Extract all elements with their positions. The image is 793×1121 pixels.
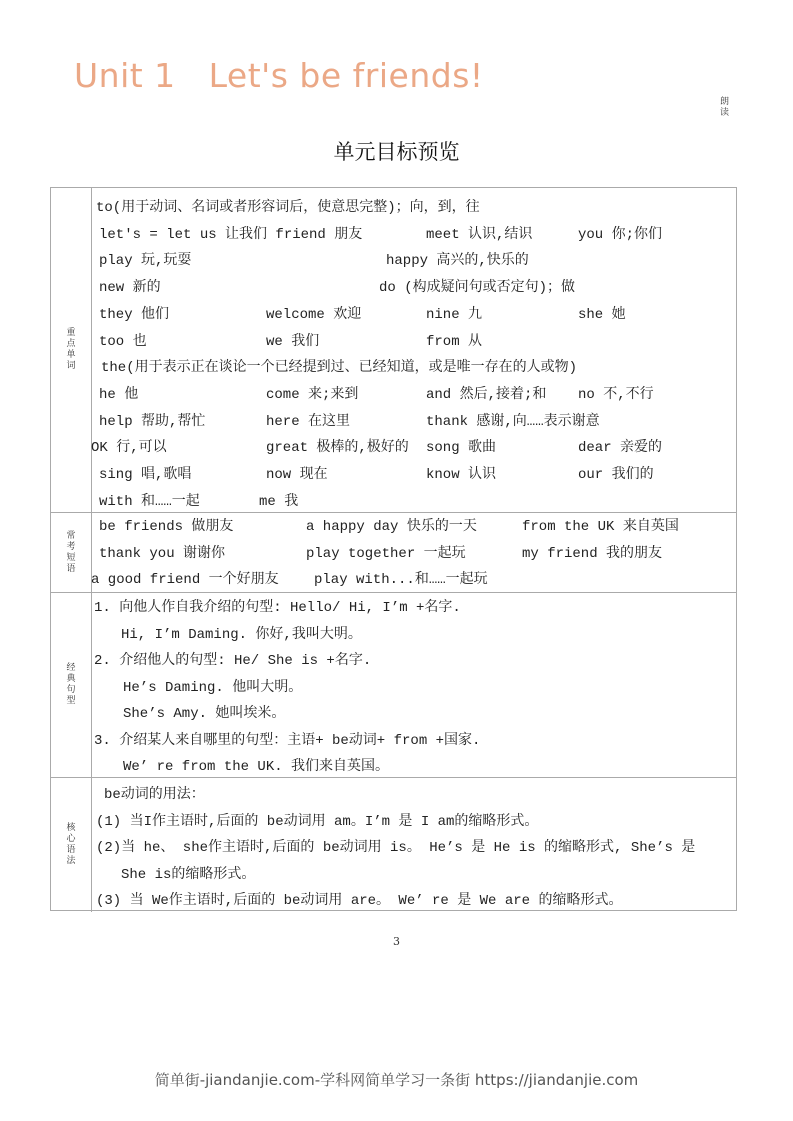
unit-title: Unit 1 Let's be friends! — [74, 56, 484, 95]
vocab-line — [91, 222, 736, 248]
vocab-cell — [91, 188, 736, 512]
phrase-line — [91, 514, 736, 540]
vocab-line — [91, 435, 736, 461]
entry: new 新的 — [99, 280, 161, 297]
sentence-line: 2. 介绍他人的句型: He/ She is +名字. — [94, 653, 372, 669]
entry: song 歌曲 — [426, 440, 497, 457]
sentences-cell — [91, 593, 736, 777]
vocab-label: 重点单词 — [66, 328, 76, 371]
grammar-line: (3) 当 We作主语时,后面的 be动词用 are。 We’ re 是 We are 的缩略形式。 — [96, 893, 623, 909]
grammar-line: She is的缩略形式。 — [121, 866, 256, 883]
footer-watermark: 简单街-jiandanjie.com-学科网简单学习一条街 https://jiandanjie.com — [154, 1071, 639, 1089]
entry: dear 亲爱的 — [578, 440, 663, 457]
entry: from the UK 来自英国 — [522, 519, 679, 535]
sentence-line: 1. 向他人作自我介绍的句型: Hello/ Hi, I’m +名字. — [94, 600, 461, 616]
vocab-line — [91, 275, 736, 301]
entry: they 他们 — [99, 306, 170, 323]
entry: no 不,不行 — [578, 386, 654, 403]
entry: help 帮助,帮忙 — [99, 413, 206, 430]
entry: to(用于动词、名词或者形容词后，使意思完整)；向，到，往 — [96, 200, 480, 216]
entry: know 认识 — [426, 467, 497, 483]
phrase-line — [91, 541, 736, 567]
entry: do (构成疑问句或否定句)；做 — [379, 280, 576, 297]
sentence-line: Hi, I’m Daming. 你好,我叫大明。 — [121, 626, 362, 643]
entry: play together 一起玩 — [306, 545, 466, 562]
entry: you 你;你们 — [578, 226, 663, 243]
preview-table — [50, 187, 737, 911]
sentence-line: She’s Amy. 她叫埃米。 — [123, 706, 286, 722]
entry: with 和……一起 — [99, 493, 200, 510]
entry: nine 九 — [426, 306, 483, 323]
vocab-line — [91, 382, 736, 408]
grammar-row — [51, 778, 736, 912]
entry: a good friend 一个好朋友 — [91, 572, 279, 589]
entry: sing 唱,歌唱 — [99, 467, 192, 483]
sentences-row — [51, 593, 736, 778]
grammar-line: (2)当 he、 she作主语时,后面的 be动词用 is。 He’s 是 He is 的缩略形式, She’s 是 — [96, 840, 696, 856]
entry: thank 感谢,向……表示谢意 — [426, 413, 600, 430]
entry: we 我们 — [266, 333, 320, 350]
vocab-row — [51, 188, 736, 513]
vocab-line — [91, 355, 736, 381]
entry: from 从 — [426, 333, 483, 350]
entry: here 在这里 — [266, 413, 351, 430]
entry: he 他 — [99, 386, 139, 403]
entry: a happy day 快乐的一天 — [306, 519, 477, 535]
section-heading: 单元目标预览 — [333, 140, 460, 164]
entry: the(用于表示正在谈论一个已经提到过、已经知道，或是唯一存在的人或物) — [101, 360, 578, 377]
vocab-line — [91, 409, 736, 435]
entry: welcome 欢迎 — [266, 306, 362, 323]
vocab-line — [91, 489, 736, 515]
entry: be friends 做朋友 — [99, 519, 234, 535]
read-aloud-note: 朗读 — [720, 97, 730, 118]
entry: come 来;来到 — [266, 386, 359, 403]
entry: our 我们的 — [578, 467, 654, 483]
grammar-cell — [91, 778, 736, 912]
entry: great 极棒的,极好的 — [266, 440, 409, 457]
sentence-line: We’ re from the UK. 我们来自英国。 — [123, 759, 390, 775]
sentence-line: He’s Daming. 他叫大明。 — [123, 679, 303, 696]
grammar-label: 核心语法 — [66, 823, 76, 866]
entry: play with...和……一起玩 — [314, 572, 488, 589]
entry: and 然后,接着;和 — [426, 386, 547, 403]
sentence-line: 3. 介绍某人来自哪里的句型：主语+ be动词+ from +国家. — [94, 732, 481, 749]
entry: too 也 — [99, 333, 147, 350]
entry: happy 高兴的,快乐的 — [386, 253, 529, 270]
vocab-line — [91, 248, 736, 274]
vocab-line — [91, 302, 736, 328]
entry: now 现在 — [266, 467, 328, 483]
entry: me 我 — [259, 493, 299, 510]
phrases-cell — [91, 513, 736, 592]
entry: meet 认识,结识 — [426, 226, 533, 243]
vocab-line — [91, 329, 736, 355]
page-number: 3 — [393, 935, 400, 948]
vocab-line — [91, 462, 736, 488]
entry: let's = let us 让我们 friend 朋友 — [99, 226, 363, 243]
sentences-label: 经典句型 — [66, 663, 76, 706]
phrases-row — [51, 513, 736, 593]
entry: play 玩,玩耍 — [99, 253, 192, 270]
entry: my friend 我的朋友 — [522, 545, 663, 562]
phrase-line — [91, 567, 736, 593]
entry: thank you 谢谢你 — [99, 545, 226, 562]
entry: OK 行,可以 — [91, 440, 167, 457]
grammar-line: be动词的用法： — [104, 787, 205, 803]
vocab-line — [91, 195, 736, 221]
grammar-line: (1) 当I作主语时,后面的 be动词用 am。I’m 是 I am的缩略形式。 — [96, 813, 539, 830]
entry: she 她 — [578, 306, 626, 323]
phrases-label: 常考短语 — [66, 530, 76, 574]
